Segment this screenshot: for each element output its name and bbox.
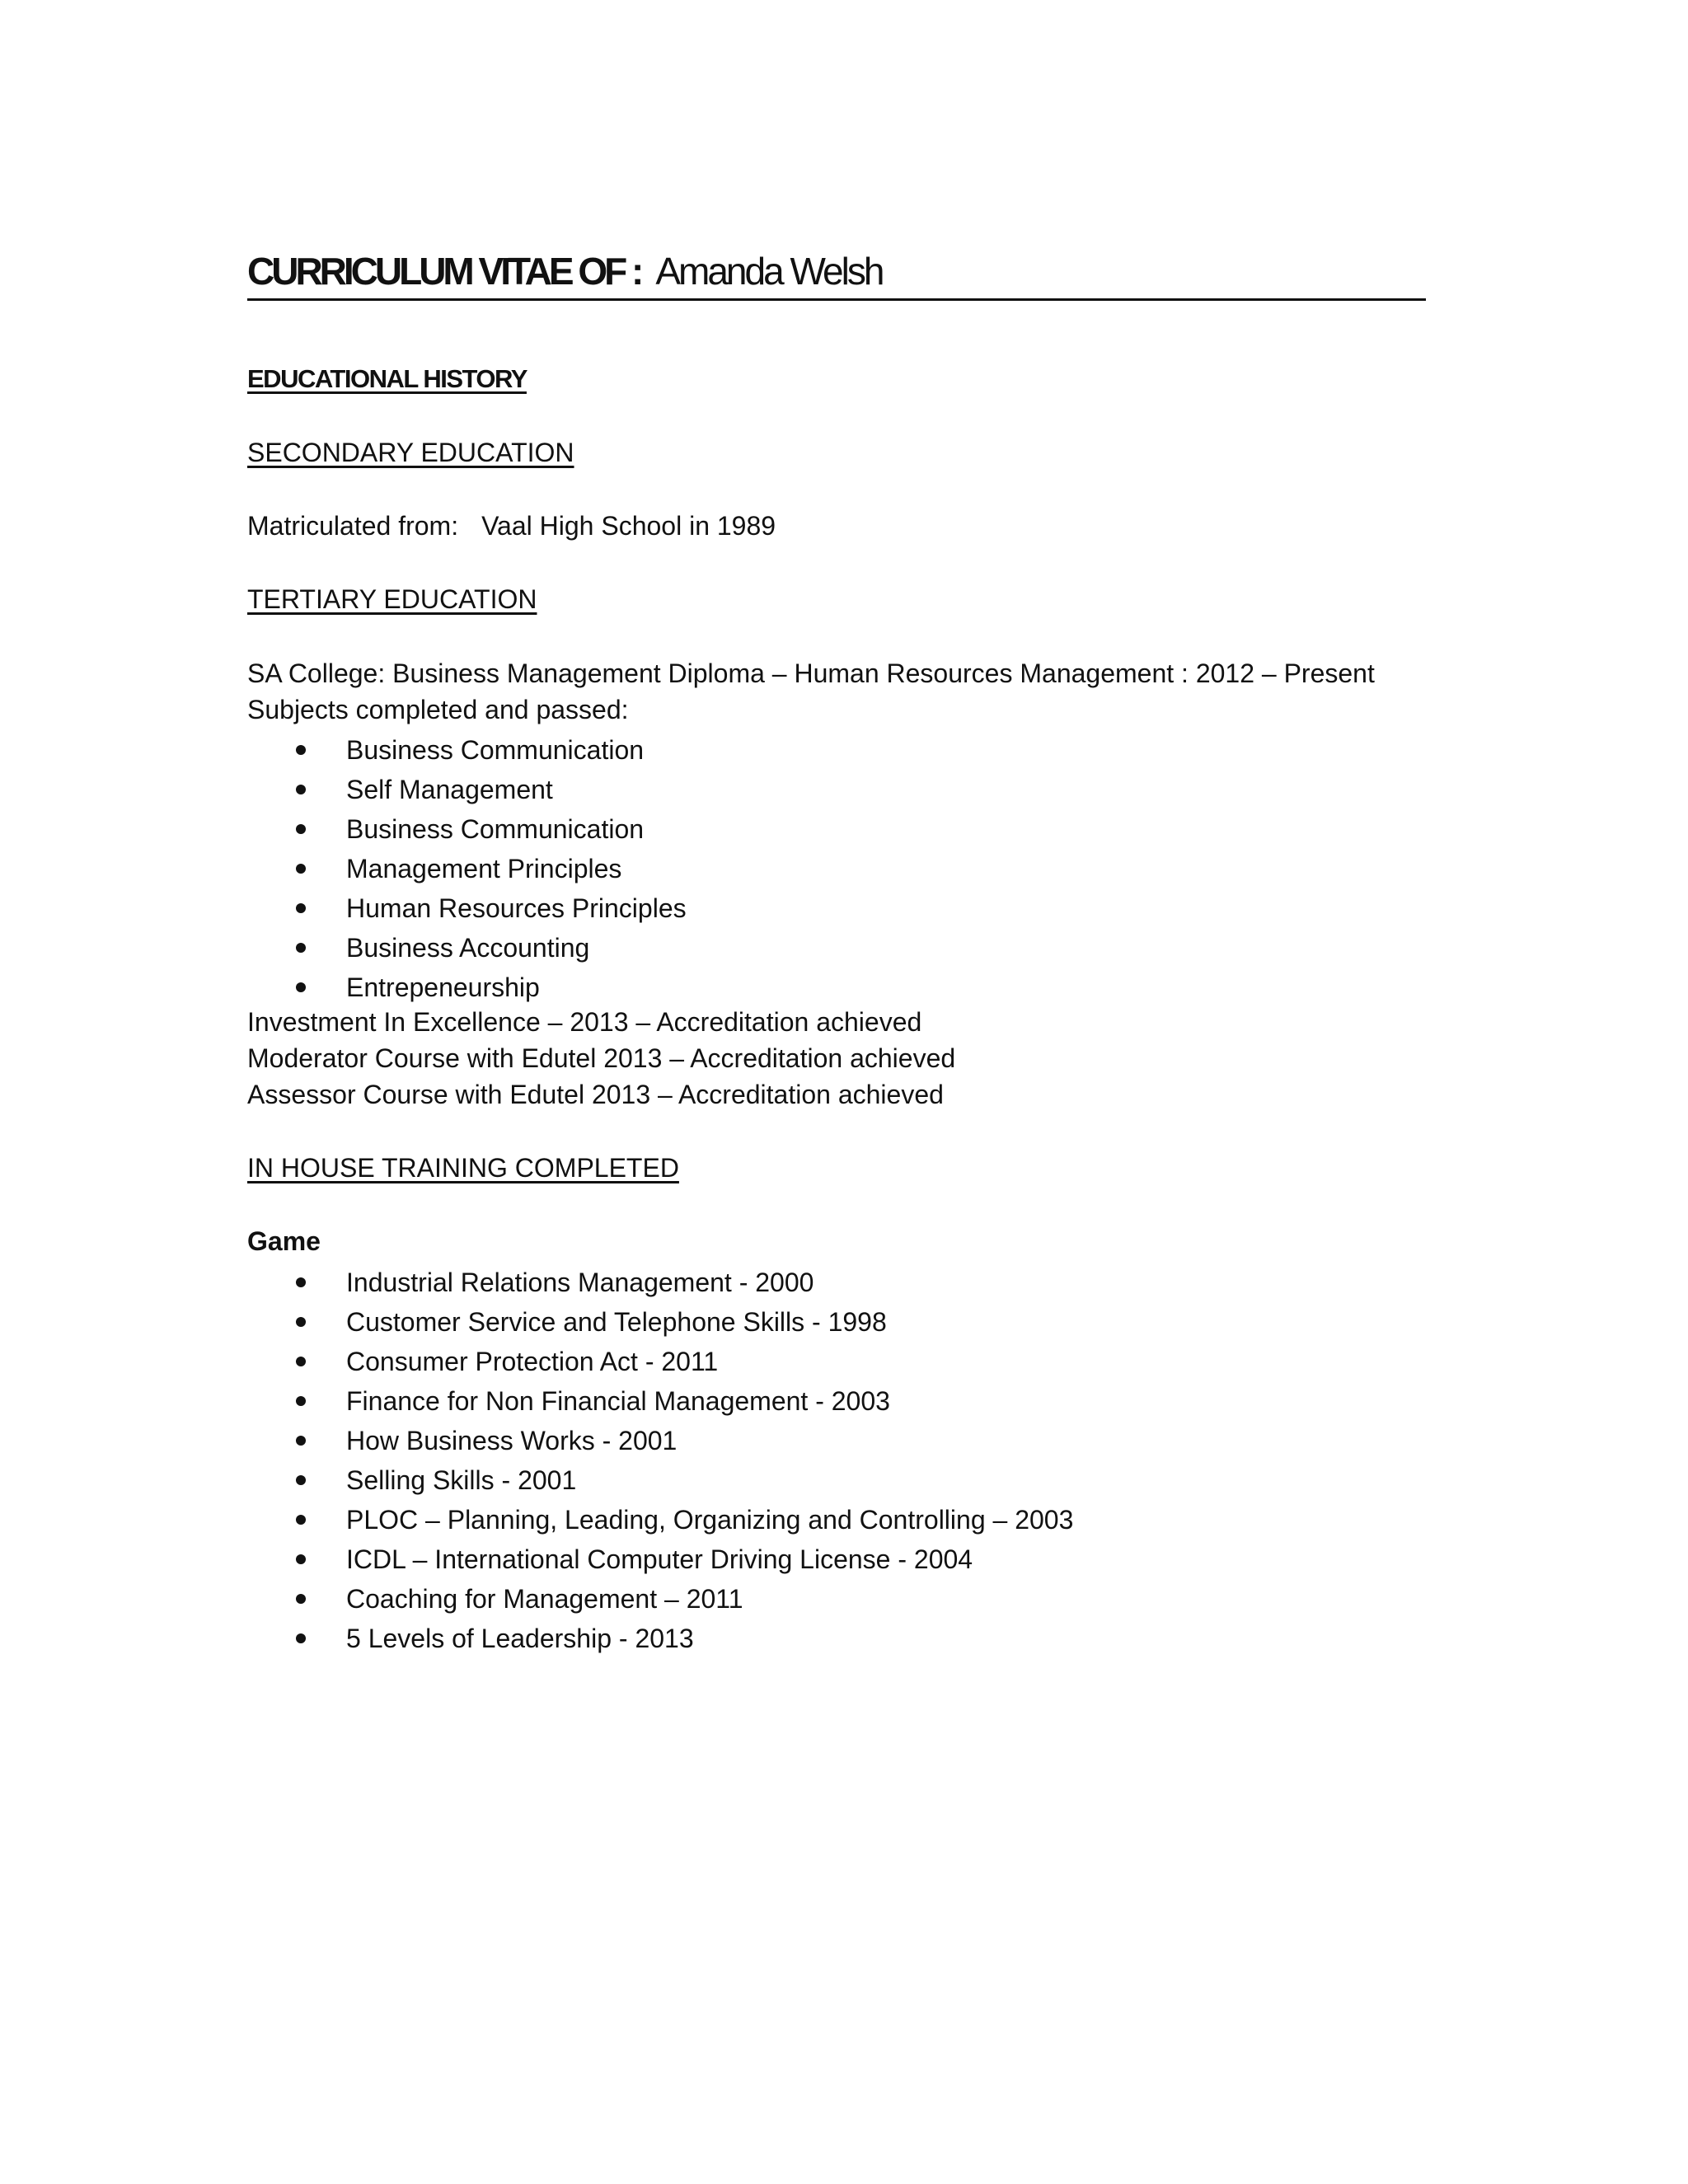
list-item: Management Principles <box>247 849 687 888</box>
list-item: Business Accounting <box>247 928 687 968</box>
bullet-icon <box>296 824 306 834</box>
accreditation-line: Moderator Course with Edutel 2013 – Accreditation achieved <box>247 1043 956 1073</box>
bullet-icon <box>296 1317 306 1327</box>
bullet-icon <box>296 1515 306 1525</box>
matriculation-value: Vaal High School in 1989 <box>481 511 776 541</box>
bullet-icon <box>296 1594 306 1604</box>
bullet-icon <box>296 1396 306 1406</box>
cv-candidate-name: Amanda Welsh <box>655 250 883 293</box>
cv-title <box>247 239 1426 301</box>
list-item: Human Resources Principles <box>247 888 687 928</box>
company-name: Game <box>247 1226 321 1256</box>
list-item: Industrial Relations Management - 2000 <box>247 1263 1073 1302</box>
list-item: Selling Skills - 2001 <box>247 1460 1073 1500</box>
bullet-icon <box>296 1357 306 1366</box>
list-item: Self Management <box>247 770 687 809</box>
list-item: Customer Service and Telephone Skills - 1998 <box>247 1302 1073 1342</box>
accreditation-line: Assessor Course with Edutel 2013 – Accreditation achieved <box>247 1080 944 1109</box>
bullet-icon <box>296 1633 306 1643</box>
list-item: Entrepeneurship <box>247 968 687 1007</box>
list-item: ICDL – International Computer Driving License - 2004 <box>247 1540 1073 1579</box>
training-list <box>247 1263 1073 1658</box>
cv-page <box>247 0 1426 2184</box>
subjects-intro: Subjects completed and passed: <box>247 695 629 724</box>
bullet-icon <box>296 785 306 794</box>
secondary-education-heading: SECONDARY EDUCATION <box>247 438 574 467</box>
bullet-icon <box>296 982 306 992</box>
bullet-icon <box>296 943 306 953</box>
list-item: Consumer Protection Act - 2011 <box>247 1342 1073 1381</box>
bullet-icon <box>296 1475 306 1485</box>
educational-history-heading: EDUCATIONAL HISTORY <box>247 364 527 393</box>
list-item: Business Communication <box>247 809 687 849</box>
bullet-icon <box>296 1277 306 1287</box>
list-item: PLOC – Planning, Leading, Organizing and Controlling – 2003 <box>247 1500 1073 1540</box>
list-item: Coaching for Management – 2011 <box>247 1579 1073 1619</box>
accreditation-line: Investment In Excellence – 2013 – Accreditation achieved <box>247 1007 922 1037</box>
list-item: Finance for Non Financial Management - 2003 <box>247 1381 1073 1421</box>
list-item: 5 Levels of Leadership - 2013 <box>247 1619 1073 1658</box>
subjects-list <box>247 730 687 1007</box>
list-item: Business Communication <box>247 730 687 770</box>
college-line: SA College: Business Management Diploma – Human Resources Management : 2012 – Present <box>247 658 1375 688</box>
matriculation-line <box>247 508 776 544</box>
cv-title-label: CURRICULUM VITAE OF : <box>247 250 641 293</box>
in-house-training-heading: IN HOUSE TRAINING COMPLETED <box>247 1153 679 1183</box>
bullet-icon <box>296 745 306 755</box>
bullet-icon <box>296 1436 306 1446</box>
list-item: How Business Works - 2001 <box>247 1421 1073 1460</box>
bullet-icon <box>296 903 306 913</box>
bullet-icon <box>296 1554 306 1564</box>
matriculation-label: Matriculated from: <box>247 511 459 541</box>
bullet-icon <box>296 864 306 874</box>
tertiary-education-heading: TERTIARY EDUCATION <box>247 584 537 614</box>
